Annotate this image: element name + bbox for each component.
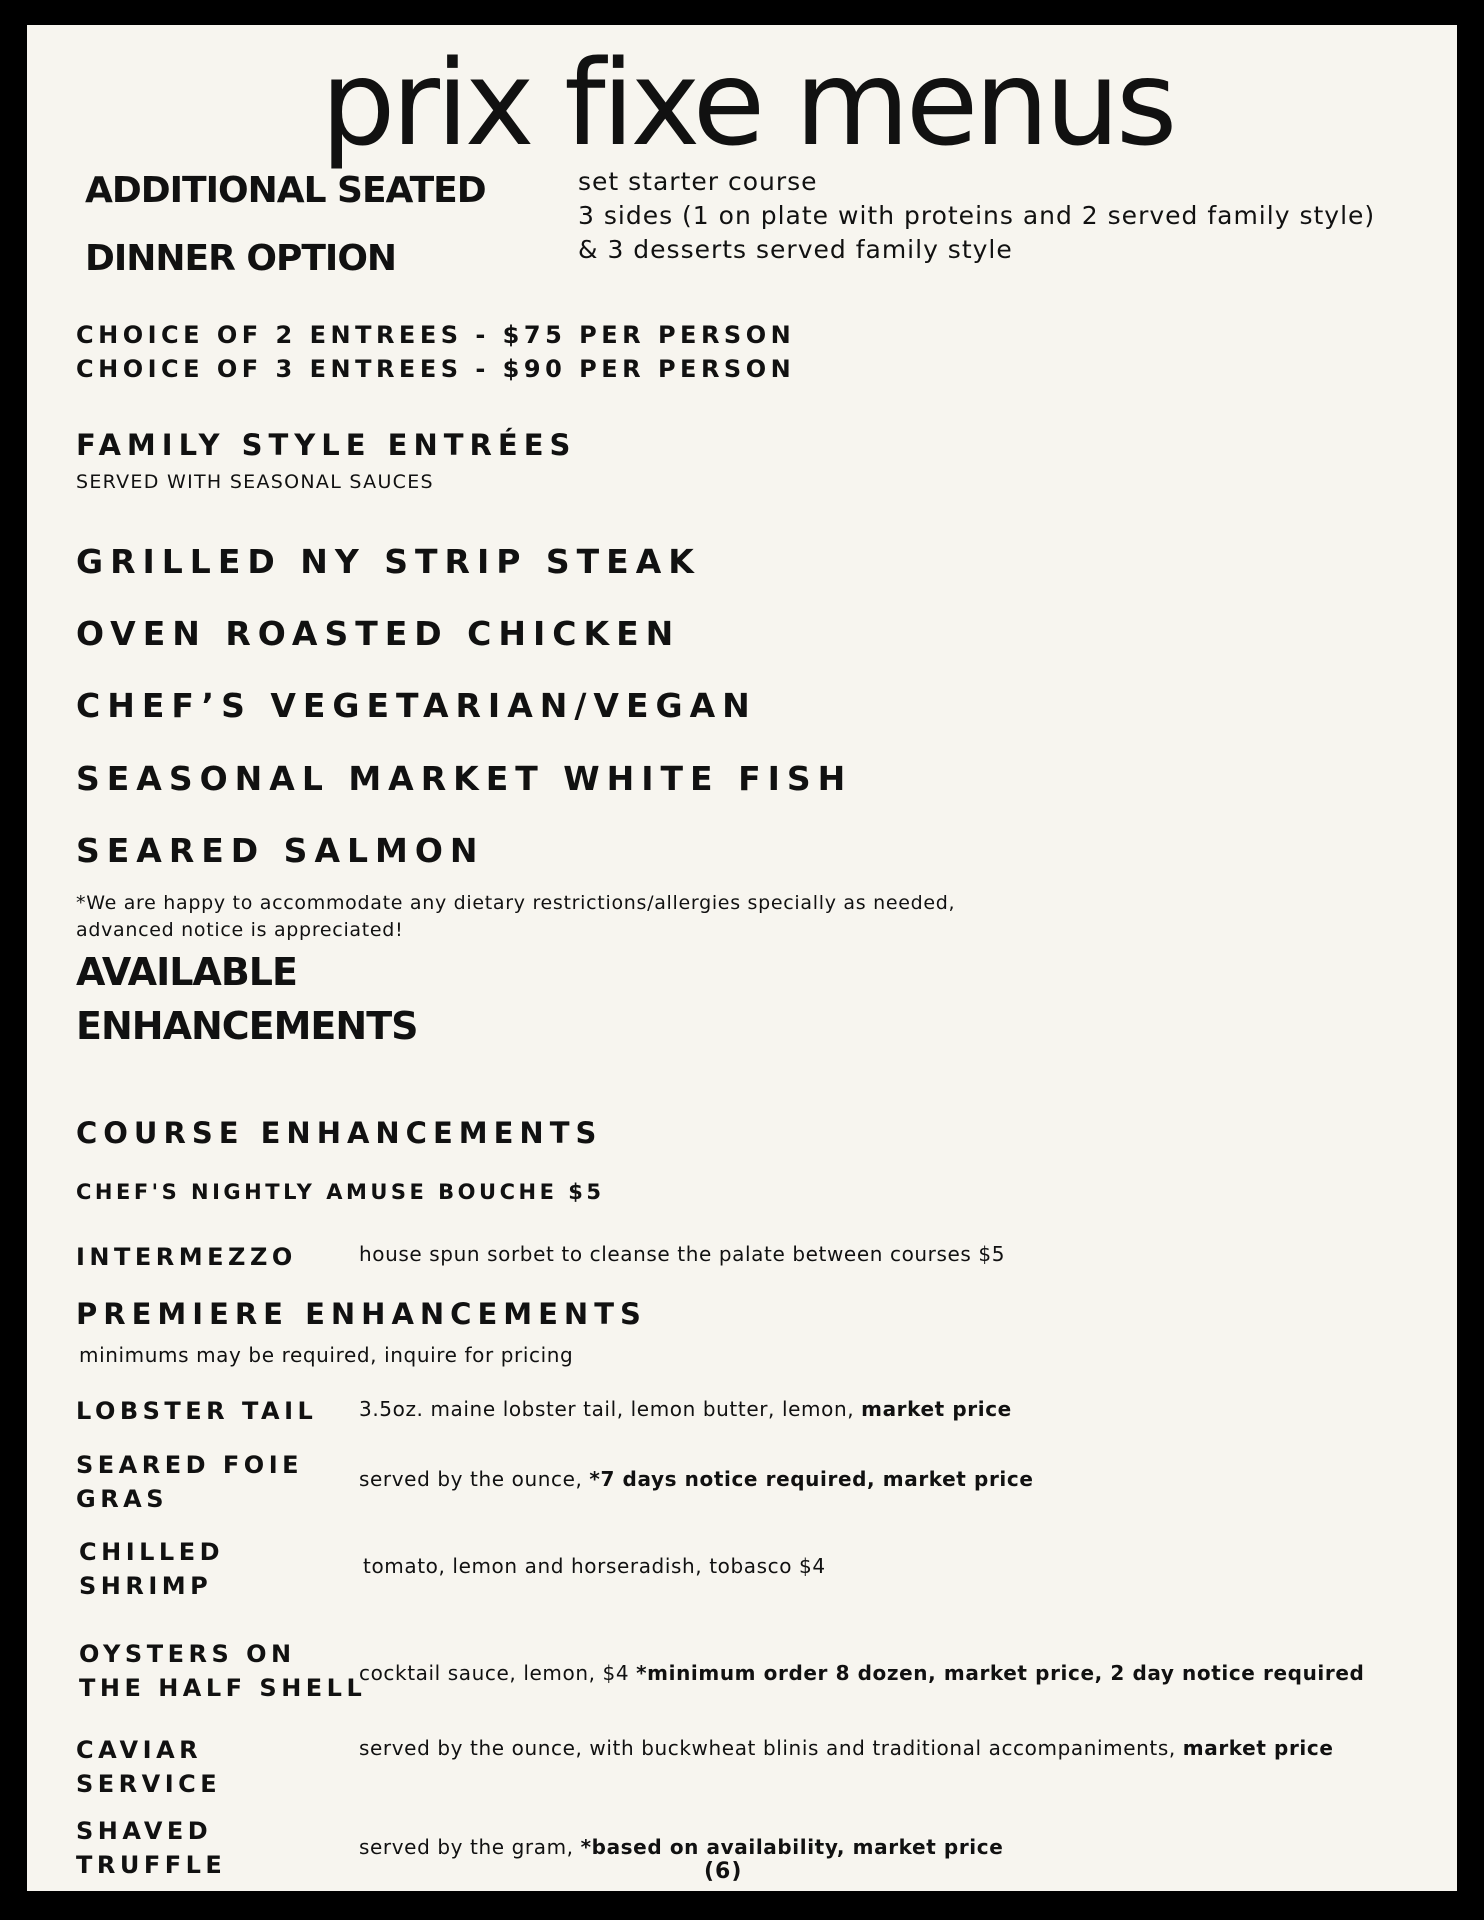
amuse-bouche-item: CHEF'S NIGHTLY AMUSE BOUCHE $5 [76, 1180, 605, 1204]
premiere-item-desc [359, 1467, 1034, 1491]
premiere-item-desc [359, 1835, 1003, 1859]
entree-item: OVEN ROASTED CHICKEN [76, 614, 681, 653]
enhancements-heading-line: ENHANCEMENTS [76, 1004, 418, 1048]
item-desc-bold: *7 days notice required, market price [589, 1467, 1034, 1491]
item-desc-text: 3.5oz. maine lobster tail, lemon butter, lemon, [359, 1397, 862, 1421]
premiere-item-desc [359, 1661, 1364, 1685]
item-desc-bold: market price [861, 1397, 1012, 1421]
intermezzo-name: INTERMEZZO [76, 1243, 297, 1271]
option-detail-line: & 3 desserts served family style [578, 235, 1013, 264]
item-desc-text: served by the gram, [359, 1835, 581, 1859]
entree-item: CHEF’S VEGETARIAN/VEGAN [76, 686, 757, 725]
entree-item: SEARED SALMON [76, 831, 485, 870]
option-detail-line: 3 sides (1 on plate with proteins and 2 served family style) [578, 201, 1376, 230]
item-desc-text: tomato, lemon and horseradish, tobasco $4 [363, 1554, 826, 1578]
family-style-heading: FAMILY STYLE ENTRÉES [76, 428, 577, 462]
premiere-item-name: SEARED FOIE GRAS [76, 1451, 304, 1513]
family-style-subheading: SERVED WITH SEASONAL SAUCES [76, 471, 434, 493]
enhancements-heading-line: AVAILABLE [76, 950, 297, 994]
option-detail-line: set starter course [578, 167, 818, 196]
pricing-line: CHOICE OF 2 ENTREES - $75 PER PERSON [76, 321, 796, 349]
page-number: (6) [704, 1859, 743, 1884]
premiere-item-name: SHAVED TRUFFLE [76, 1817, 227, 1879]
premiere-item-name: LOBSTER TAIL [76, 1397, 318, 1425]
entree-item: SEASONAL MARKET WHITE FISH [76, 759, 853, 798]
item-desc-text: cocktail sauce, lemon, $4 [359, 1661, 637, 1685]
item-desc-bold: *minimum order 8 dozen, market price, 2 day notice required [636, 1661, 1365, 1685]
premiere-item-desc [363, 1554, 826, 1578]
pricing-block [76, 318, 795, 386]
premiere-item-name: CAVIAR SERVICE [76, 1736, 222, 1798]
option-heading [85, 157, 486, 293]
premiere-subheading: minimums may be required, inquire for pricing [79, 1343, 574, 1367]
item-desc-bold: *based on availability, market price [580, 1835, 1004, 1859]
premiere-item-desc [359, 1397, 1012, 1421]
premiere-enhancements-heading: PREMIERE ENHANCEMENTS [76, 1297, 647, 1331]
item-desc-text: served by the ounce, with buckwheat blinis and traditional accompaniments, [359, 1736, 1183, 1760]
pricing-line: CHOICE OF 3 ENTREES - $90 PER PERSON [76, 355, 796, 383]
premiere-item-desc [359, 1736, 1334, 1760]
premiere-item-name: OYSTERS ON THE HALF SHELL [79, 1640, 367, 1702]
item-desc-bold: market price [1182, 1736, 1334, 1760]
menu-page [27, 25, 1457, 1891]
entree-item: GRILLED NY STRIP STEAK [76, 542, 701, 581]
dietary-note [76, 890, 955, 944]
intermezzo-desc: house spun sorbet to cleanse the palate between courses $5 [359, 1242, 1006, 1266]
course-enhancements-heading: COURSE ENHANCEMENTS [76, 1116, 603, 1150]
option-heading-line: ADDITIONAL SEATED [85, 170, 486, 211]
item-desc-text: served by the ounce, [359, 1467, 590, 1491]
page-title: prix fixe menus [320, 34, 1174, 172]
option-heading-line: DINNER OPTION [85, 238, 397, 279]
dietary-note-line: *We are happy to accommodate any dietary restrictions/allergies specially as needed, [76, 892, 956, 914]
dietary-note-line: advanced notice is appreciated! [76, 919, 404, 941]
premiere-item-name: CHILLED SHRIMP [79, 1538, 225, 1600]
option-details [578, 165, 1375, 267]
enhancements-heading [76, 945, 418, 1053]
